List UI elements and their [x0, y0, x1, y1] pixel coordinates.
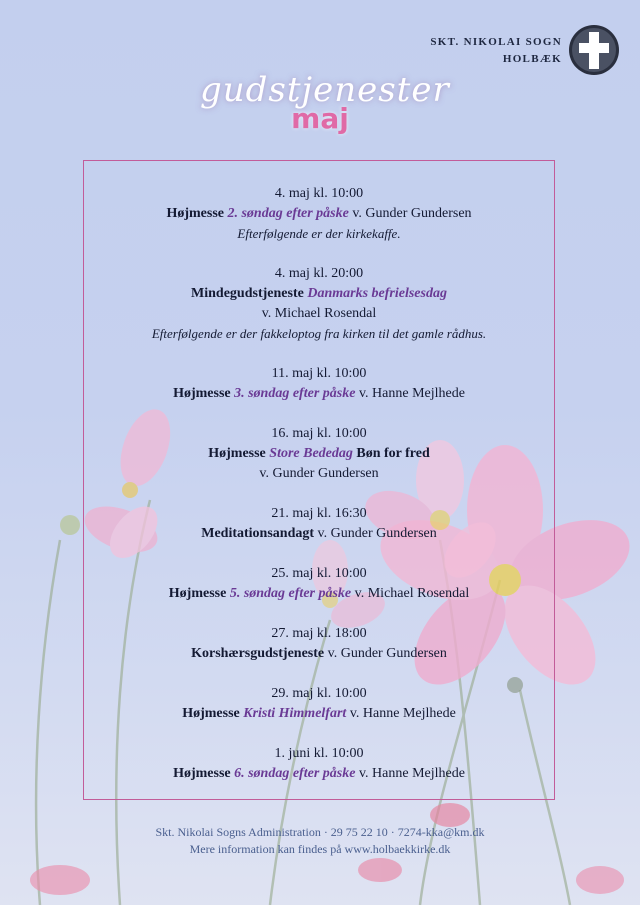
service-occasion: 6. søndag efter påske: [234, 766, 356, 781]
service-date: 25. maj kl. 10:00: [271, 566, 367, 581]
church-name-line2: HOLBÆK: [502, 53, 562, 65]
footer-website: Mere information kan findes på www.holbaekkirke.dk: [189, 842, 451, 856]
service-note: Efterfølgende er der kirkekaffe.: [237, 226, 401, 241]
service-entry: [83, 184, 555, 244]
service-type: Højmesse: [173, 386, 231, 401]
title-main: gudstjenester: [200, 70, 450, 110]
service-type: Højmesse: [208, 446, 266, 461]
service-occasion: 3. søndag efter påske: [234, 386, 356, 401]
service-extra: Bøn for fred: [356, 446, 430, 461]
service-note: Efterfølgende er der fakkeloptog fra kirken til det gamle rådhus.: [151, 326, 487, 341]
service-priest: v. Hanne Mejlhede: [358, 386, 465, 401]
service-type: Højmesse: [166, 206, 224, 221]
service-entry: [83, 744, 555, 784]
service-date: 1. juni kl. 10:00: [274, 746, 364, 761]
service-date: 27. maj kl. 18:00: [271, 626, 367, 641]
service-entry: [83, 364, 555, 404]
service-entry: [83, 624, 555, 664]
service-type: Højmesse: [182, 706, 240, 721]
page-title: [200, 70, 450, 135]
church-name: [430, 34, 562, 68]
service-date: 21. maj kl. 16:30: [271, 506, 367, 521]
service-priest: v. Gunder Gundersen: [317, 526, 437, 541]
service-date: 11. maj kl. 10:00: [271, 366, 367, 381]
service-priest: v. Hanne Mejlhede: [358, 766, 465, 781]
service-date: 4. maj kl. 20:00: [274, 266, 364, 281]
service-date: 4. maj kl. 10:00: [274, 186, 364, 201]
service-entry: [83, 424, 555, 484]
service-type: Højmesse: [168, 586, 227, 601]
service-type: Korshærsgudstjeneste: [191, 646, 325, 661]
service-type: Meditationsandagt: [201, 526, 315, 541]
service-priest: v. Hanne Mejlhede: [349, 706, 456, 721]
service-priest: v. Michael Rosendal: [261, 306, 377, 321]
service-occasion: Danmarks befrielsesdag: [307, 286, 447, 301]
service-entry: [83, 684, 555, 724]
service-occasion: Store Bededag: [269, 446, 353, 461]
service-entry: [83, 504, 555, 544]
service-entry: [83, 264, 555, 344]
service-type: Mindegudstjeneste: [191, 286, 304, 301]
church-name-line1: SKT. NIKOLAI SOGN: [430, 36, 562, 48]
service-occasion: 5. søndag efter påske: [229, 586, 352, 601]
service-priest: v. Gunder Gundersen: [259, 466, 379, 481]
title-month: maj: [291, 102, 349, 135]
service-priest: v. Gunder Gundersen: [327, 646, 447, 661]
service-priest: v. Gunder Gundersen: [352, 206, 472, 221]
service-occasion: 2. søndag efter påske: [227, 206, 349, 221]
service-type: Højmesse: [173, 766, 231, 781]
service-date: 29. maj kl. 10:00: [271, 686, 367, 701]
service-date: 16. maj kl. 10:00: [271, 426, 367, 441]
cross-icon: [568, 24, 620, 76]
service-occasion: Kristi Himmelfart: [243, 706, 347, 721]
footer-contact: Skt. Nikolai Sogns Administration · 29 75 22 10 · 7274-kka@km.dk: [155, 825, 485, 839]
service-list: [83, 184, 555, 804]
footer: [0, 824, 640, 858]
service-priest: v. Michael Rosendal: [354, 586, 470, 601]
service-entry: [83, 564, 555, 604]
